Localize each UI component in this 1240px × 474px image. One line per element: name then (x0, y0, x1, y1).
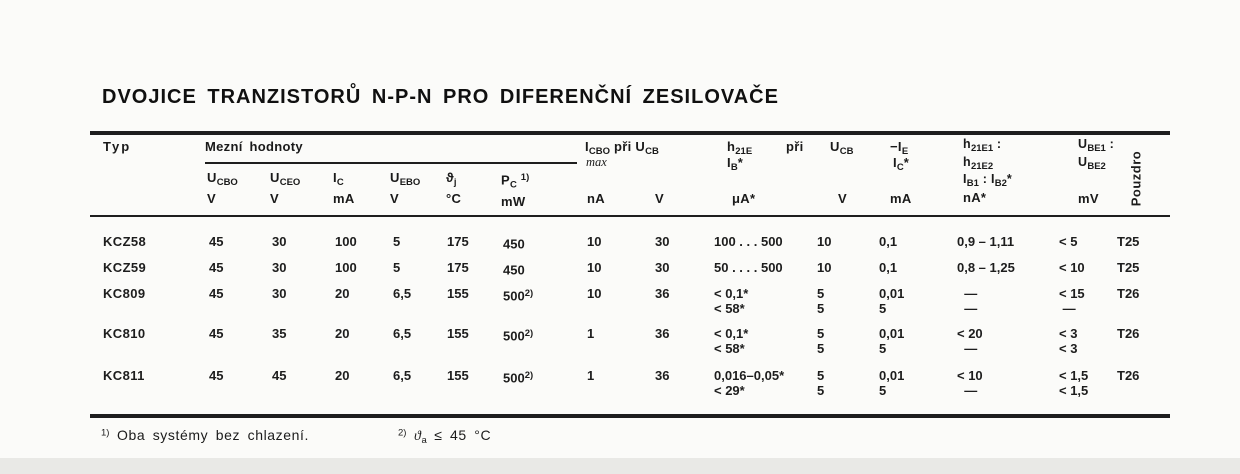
value-line: — (957, 286, 978, 301)
star: * (903, 155, 910, 170)
cell-ie (862, 320, 940, 362)
symbol: U (1078, 154, 1088, 169)
symbol: U (390, 170, 400, 185)
transistor-table (90, 228, 1170, 404)
h21e-pri-label: při (786, 139, 804, 154)
cell-h21e (697, 362, 800, 404)
pc-footnote-marker: 2) (524, 328, 534, 339)
cell-ucbo: 45 (209, 326, 224, 341)
page-title: DVOJICE TRANZISTORŮ N-P-N PRO DIFERENČNÍ ZESILOVAČE (102, 86, 779, 108)
value-line: < 10 (1059, 260, 1085, 275)
cell-typ: KCZ58 (103, 234, 147, 249)
value-line: < 0,1* (714, 326, 749, 341)
header-bottom-rule (90, 215, 1170, 217)
symbol: U (1078, 137, 1088, 151)
value-line: 0,01 (879, 286, 905, 301)
unit-label: V (390, 191, 399, 206)
cell-uceo: 35 (272, 326, 287, 341)
value-line: — (1059, 301, 1076, 316)
value-line: < 58* (714, 301, 745, 316)
cell-pc (486, 280, 570, 320)
column-header-pouzdro (1110, 142, 1162, 214)
cell-ratio (940, 320, 1042, 362)
column-header-uceo (270, 170, 300, 207)
cell-uebo: 5 (393, 260, 401, 275)
column-header-uebo (390, 170, 420, 207)
value-line: 5 (817, 286, 825, 301)
cell-ic: 20 (335, 368, 350, 383)
cell-theta: 175 (447, 260, 469, 275)
symbol: U (270, 170, 280, 185)
colon: : (996, 137, 1002, 151)
value-line: 0,01 (879, 368, 905, 383)
cell-theta: 155 (447, 326, 469, 341)
ratio-line-1 (963, 138, 1012, 156)
subscript: CBO (588, 146, 611, 157)
subscript: B2 (994, 178, 1007, 189)
unit-label: V (270, 191, 279, 206)
cell-uceo: 30 (272, 260, 287, 275)
cell-typ: KCZ59 (103, 260, 147, 275)
pc-value: 500 (503, 328, 525, 344)
value-line: 50 . . . . 500 (714, 260, 783, 275)
value-line: — (957, 383, 978, 398)
value-line: 0,016–0,05* (714, 368, 785, 383)
value-line: < 58* (714, 341, 745, 356)
subscript: CBO (216, 177, 238, 188)
cell-ucb-a: 30 (655, 234, 670, 249)
cell-ucbo: 45 (209, 260, 224, 275)
symbol: ϑ (446, 170, 454, 185)
pouzdro-label: Pouzdro (1128, 150, 1144, 206)
subscript: B1 (966, 178, 979, 189)
theta-symbol: ϑ (413, 429, 422, 444)
icbo-ucb-unit: V (655, 191, 664, 206)
footnote-2-marker: 2) (398, 427, 407, 439)
cell-ucb-a: 36 (655, 326, 670, 341)
symbol: I (333, 170, 337, 185)
value-line: 5 (817, 301, 825, 316)
subscript: j (453, 177, 457, 188)
pc-value: 450 (503, 262, 525, 278)
pc-value: 500 (503, 288, 525, 304)
value-line: 5 (879, 383, 887, 398)
cell-ucb-a: 36 (655, 368, 670, 383)
subscript: C (509, 179, 517, 191)
subscript: 21E (735, 146, 753, 157)
subscript: BE1 (1087, 143, 1106, 154)
value-line: < 3 (1059, 341, 1078, 356)
table-row (90, 228, 1170, 254)
pri-label: při (613, 139, 632, 154)
cell-pouzdro: T25 (1117, 260, 1140, 275)
footnote-2-text: ≤ 45 °C (434, 427, 492, 443)
theta-subscript: a (421, 435, 427, 446)
cell-uebo: 5 (393, 234, 401, 249)
cell-h21e (697, 254, 800, 280)
pc-value: 500 (503, 370, 525, 386)
scan-edge-band (0, 458, 1240, 474)
colon: : (982, 172, 988, 186)
cell-ucb-b (800, 254, 862, 280)
column-header-h21-ratio (963, 138, 1012, 191)
pc-footnote-marker: 2) (524, 370, 534, 381)
value-line: < 15 (1059, 286, 1085, 301)
cell-ratio (940, 228, 1042, 254)
cell-uebo: 6,5 (393, 368, 412, 383)
table-row (90, 320, 1170, 362)
cell-pc (486, 228, 570, 254)
value-line: < 0,1* (714, 286, 749, 301)
cell-h21e (697, 320, 800, 362)
cell-typ: KC809 (103, 286, 146, 301)
cell-icbo: 1 (587, 326, 595, 341)
table-row (90, 362, 1170, 404)
symbol: I (893, 155, 897, 170)
ie-ic-symbol (893, 155, 909, 176)
column-header-typ: Typ (103, 139, 132, 154)
symbol: h (727, 139, 736, 154)
cell-ie (862, 254, 940, 280)
value-line: — (957, 341, 978, 356)
cell-h21e (697, 228, 800, 254)
colon: : (1109, 137, 1115, 151)
cell-pc (486, 320, 570, 362)
limits-group-underline (205, 162, 577, 164)
cell-ratio (940, 280, 1042, 320)
unit-label: mW (501, 193, 526, 209)
footnote-1-text: Oba systémy bez chlazení. (116, 427, 310, 443)
ube-line-1 (1078, 138, 1114, 156)
value-line: 0,1 (879, 234, 898, 249)
value-line: 100 . . . 500 (714, 234, 783, 249)
cell-ube (1042, 254, 1100, 280)
subscript: C (896, 162, 904, 173)
symbol: U (207, 170, 217, 185)
value-line: 5 (879, 301, 887, 316)
h21e-unit: μA* (732, 191, 756, 206)
table-row (90, 254, 1170, 280)
icbo-unit: nA (587, 191, 605, 206)
cell-ucbo: 45 (209, 234, 224, 249)
footnote-marker: 1) (520, 172, 530, 183)
h21e-ucb-unit: V (838, 191, 847, 206)
cell-pouzdro: T26 (1117, 368, 1140, 383)
subscript: CB (839, 146, 854, 157)
cell-ic: 20 (335, 286, 350, 301)
value-line: 0,8 – 1,25 (957, 260, 1015, 275)
ratio-unit: nA* (963, 190, 987, 205)
cell-ratio (940, 362, 1042, 404)
symbol: I (585, 139, 589, 154)
cell-ic: 100 (335, 234, 357, 249)
cell-ucb-a: 36 (655, 286, 670, 301)
footnote-1-marker: 1) (101, 427, 110, 439)
column-header-pc (501, 170, 529, 210)
h21e-ucb-symbol (830, 139, 853, 160)
pc-footnote-marker: 2) (524, 288, 534, 299)
cell-theta: 175 (447, 234, 469, 249)
value-line: 5 (817, 383, 825, 398)
cell-icbo: 1 (587, 368, 595, 383)
symbol: U (635, 139, 646, 154)
cell-ube (1042, 228, 1100, 254)
subscript: EBO (399, 177, 421, 188)
column-header-theta-j (446, 170, 461, 207)
value-line: 5 (817, 341, 825, 356)
footnote-2 (398, 427, 491, 446)
cell-ie (862, 280, 940, 320)
cell-ube (1042, 362, 1100, 404)
column-header-ube (1078, 138, 1114, 173)
value-line: 10 (817, 260, 832, 275)
symbol: I (990, 172, 995, 186)
table-top-rule (90, 131, 1170, 135)
cell-pouzdro: T26 (1117, 326, 1140, 341)
subscript: CEO (279, 177, 301, 188)
table-row (90, 280, 1170, 320)
cell-pc (486, 254, 570, 280)
cell-icbo: 10 (587, 260, 602, 275)
value-line: < 5 (1059, 234, 1078, 249)
subscript: CB (645, 146, 659, 157)
cell-pouzdro: T26 (1117, 286, 1140, 301)
cell-uceo: 30 (272, 234, 287, 249)
cell-ucbo: 45 (209, 286, 224, 301)
value-line: < 1,5 (1059, 383, 1089, 398)
pc-value: 450 (503, 236, 525, 252)
symbol: I (963, 172, 967, 186)
cell-ube (1042, 320, 1100, 362)
cell-ucb-b (800, 320, 862, 362)
symbol: h (963, 154, 971, 169)
cell-ratio (940, 254, 1042, 280)
cell-pouzdro: T25 (1117, 234, 1140, 249)
unit-label: °C (446, 191, 462, 206)
cell-ucb-a: 30 (655, 260, 670, 275)
ie-unit: mA (890, 191, 912, 206)
cell-ucbo: 45 (209, 368, 224, 383)
subscript: E (901, 146, 909, 157)
value-line: < 10 (957, 368, 983, 383)
value-line: 0,1 (879, 260, 898, 275)
value-line: < 20 (957, 326, 983, 341)
cell-uebo: 6,5 (393, 286, 412, 301)
subscript: 21E2 (970, 160, 994, 172)
column-header-ucbo (207, 170, 238, 207)
icbo-max-label: max (586, 155, 607, 169)
table-bottom-rule (90, 414, 1170, 418)
value-line: 10 (817, 234, 832, 249)
value-line: 5 (879, 341, 887, 356)
value-line: 0,01 (879, 326, 905, 341)
value-line: 0,9 – 1,11 (957, 234, 1015, 249)
unit-label: mA (333, 191, 355, 206)
cell-typ: KC810 (103, 326, 146, 341)
symbol: −I (890, 139, 902, 154)
cell-ucb-b (800, 228, 862, 254)
cell-uceo: 45 (272, 368, 287, 383)
subscript: C (336, 177, 344, 188)
cell-h21e (697, 280, 800, 320)
cell-ube (1042, 280, 1100, 320)
cell-theta: 155 (447, 368, 469, 383)
ratio-line-2 (963, 156, 1012, 174)
h21e-ib-symbol (727, 155, 743, 176)
value-line: — (957, 301, 978, 316)
cell-ucb-b (800, 280, 862, 320)
cell-ie (862, 362, 940, 404)
value-line: 5 (817, 368, 825, 383)
symbol: I (727, 155, 731, 170)
cell-pc (486, 362, 570, 404)
cell-icbo: 10 (587, 286, 602, 301)
value-line: < 29* (714, 383, 745, 398)
ube-line-2 (1078, 156, 1114, 174)
subscript: BE2 (1087, 160, 1106, 172)
subscript: 21E1 (970, 143, 994, 154)
star: * (1006, 172, 1013, 186)
cell-ic: 20 (335, 326, 350, 341)
value-line: 5 (817, 326, 825, 341)
cell-icbo: 10 (587, 234, 602, 249)
unit-label: V (207, 191, 216, 206)
ratio-line-3 (963, 173, 1012, 191)
cell-ie (862, 228, 940, 254)
star: * (737, 155, 744, 170)
footnote-1 (101, 427, 309, 443)
column-group-limits: Mezní hodnoty (205, 139, 303, 154)
cell-ucb-b (800, 362, 862, 404)
cell-uceo: 30 (272, 286, 287, 301)
cell-typ: KC811 (103, 368, 145, 383)
symbol: h (963, 137, 971, 151)
cell-theta: 155 (447, 286, 469, 301)
cell-uebo: 6,5 (393, 326, 412, 341)
value-line: < 1,5 (1059, 368, 1089, 383)
symbol: P (501, 172, 510, 188)
column-header-ic (333, 170, 355, 207)
value-line: < 3 (1059, 326, 1078, 341)
subscript: B (730, 162, 738, 173)
ube-unit: mV (1078, 191, 1099, 206)
symbol: U (830, 139, 840, 154)
cell-ic: 100 (335, 260, 357, 275)
